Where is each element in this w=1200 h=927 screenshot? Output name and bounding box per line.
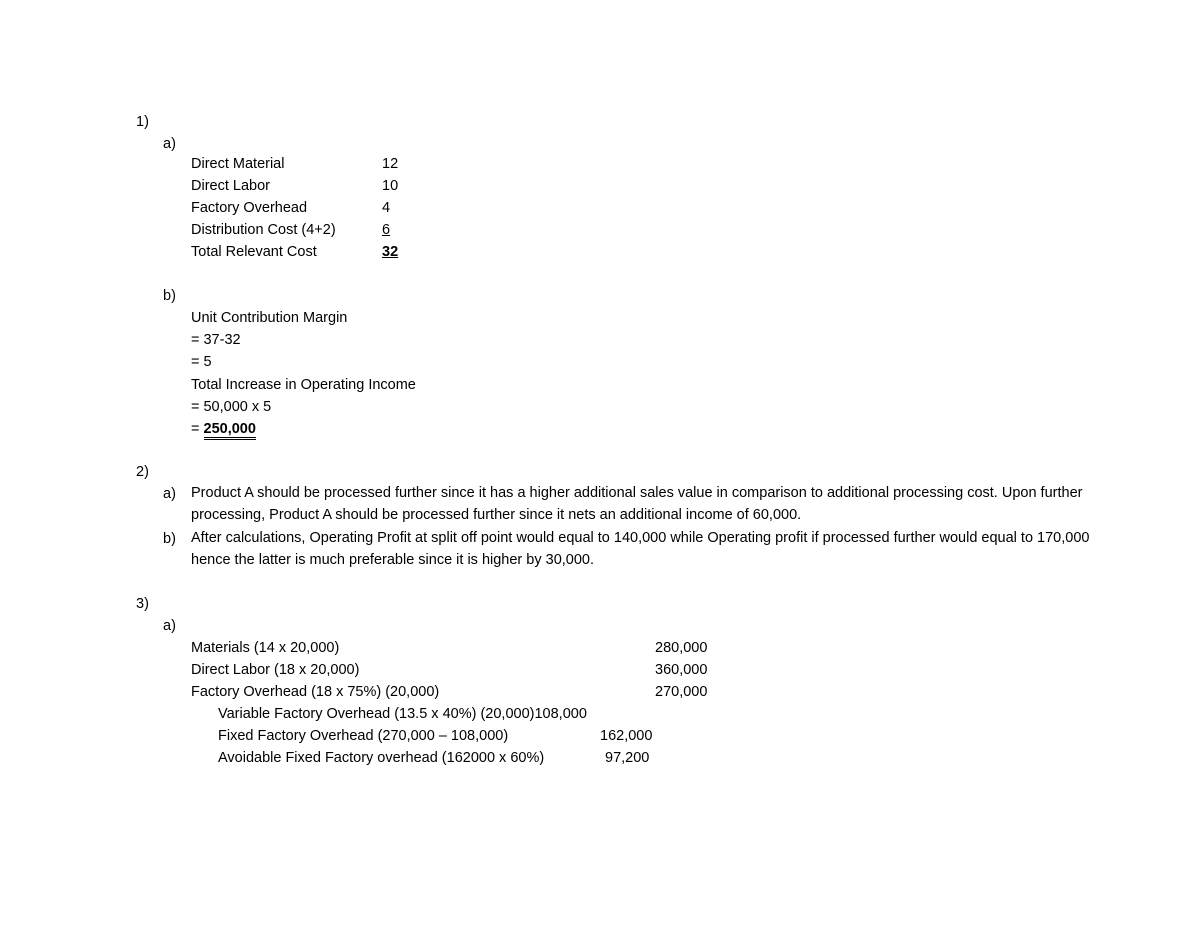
cost-row-value: 10: [382, 178, 399, 194]
question-2b-answer: After calculations, Operating Profit at split off point would equal to 140,000 while Operating profit if processed further would equal to 170,000 hence the latter is much preferable since it is higher by 30,000.: [191, 530, 1090, 568]
cost-row-label: Direct Labor (18 x 20,000): [191, 662, 360, 678]
overhead-sub-row-label: Avoidable Fixed Factory overhead (162000 x 60%): [218, 750, 545, 766]
final-answer-line: [191, 420, 256, 438]
overhead-sub-row-label: Variable Factory Overhead (13.5 x 40%) (20,000)108,000: [218, 706, 587, 722]
cost-row-label: Materials (14 x 20,000): [191, 640, 340, 656]
question-2-number: 2): [136, 464, 149, 480]
question-1a-label: a): [163, 136, 176, 152]
cost-row-value: 280,000: [655, 640, 708, 656]
calc-line: = 37-32: [191, 332, 241, 348]
cost-row-value: 4: [382, 200, 391, 216]
cost-row-value: 270,000: [655, 684, 708, 700]
cost-row-label: Factory Overhead (18 x 75%) (20,000): [191, 684, 440, 700]
question-2a-answer: Product A should be processed further since it has a higher additional sales value in comparison to additional processing cost. Upon further processing, Product A should be processed further since it nets an additional income of 60,000.: [191, 485, 1083, 523]
total-relevant-cost-label: Total Relevant Cost: [191, 244, 317, 260]
overhead-sub-row-value: 97,200: [605, 750, 650, 766]
question-2a-label: a): [163, 486, 176, 502]
calc-line: Total Increase in Operating Income: [191, 377, 416, 393]
overhead-sub-row-label: Fixed Factory Overhead (270,000 – 108,000): [218, 728, 509, 744]
cost-row-value: 360,000: [655, 662, 708, 678]
final-answer-prefix: =: [191, 421, 204, 437]
cost-row-label: Direct Material: [191, 156, 285, 172]
question-1-number: 1): [136, 114, 149, 130]
cost-row-label: Factory Overhead: [191, 200, 308, 216]
calc-line: = 50,000 x 5: [191, 399, 272, 415]
calc-line: = 5: [191, 354, 212, 370]
question-2b-label: b): [163, 531, 176, 547]
cost-row-label: Direct Labor: [191, 178, 270, 194]
total-relevant-cost-value: 32: [382, 244, 399, 260]
cost-row-value: 6: [382, 222, 391, 238]
final-answer-value: 250,000: [204, 421, 256, 440]
cost-row-value: 12: [382, 156, 399, 172]
calc-line: Unit Contribution Margin: [191, 310, 348, 326]
question-3-number: 3): [136, 596, 149, 612]
overhead-sub-row-value: 162,000: [600, 728, 653, 744]
cost-row-label: Distribution Cost (4+2): [191, 222, 336, 238]
question-3a-label: a): [163, 618, 176, 634]
question-1b-label: b): [163, 288, 176, 304]
